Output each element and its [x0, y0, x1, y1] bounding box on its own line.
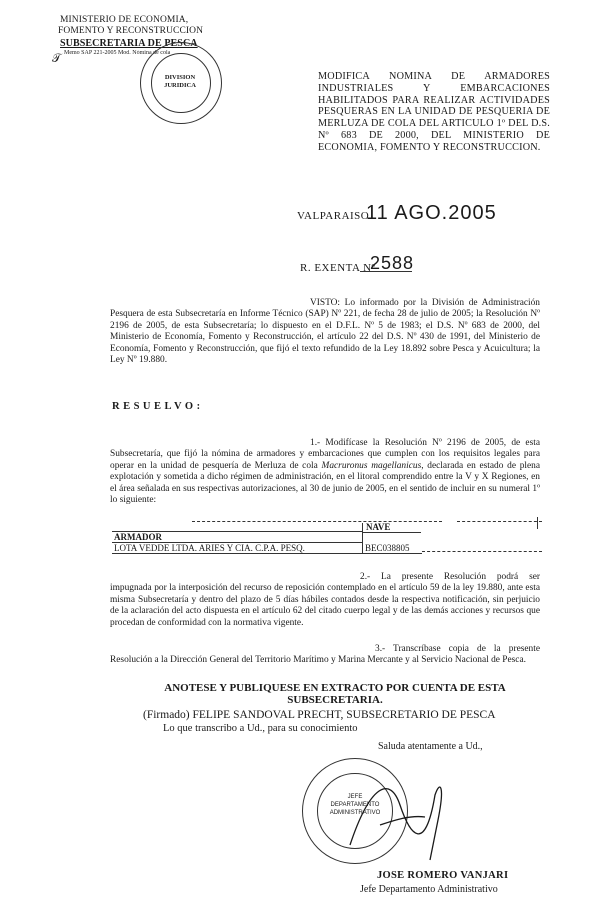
species-name: Macruronus magellanicus	[321, 460, 422, 471]
closing-line1: ANOTESE Y PUBLIQUESE EN EXTRACTO POR CUENTA DE ESTA SUBSECRETARIA.	[164, 682, 506, 706]
point3-paragraph: 3.- Transcríbase copia de la presente Resolución a la Dirección General del Territorio Marítimo y Marina Mercante y al Servicio Nacional de Pesca.	[110, 644, 540, 666]
visto-text: Lo informado por la División de Administración Pesquera de esta Subsecretaría en Informe Técnico (SAP) Nº 221, de fecha 28 de julio de 2005; la Resolución Nº 2196 de 2005, de esta Subsecretaría; lo dispuesto en el D.F.L. Nº 5 de 1983; el D.S. Nº 683 de 2000, del Ministerio de Economía, Fomento y Reconstrucción, el artículo 22 del D.S. Nº 430 de 1991, del Ministerio de Economía, Fomento y Reconstrucción, que fijó el texto refundido de la Ley 18.892 sobre Pesca y Acuicultura; la Ley Nº 19.880.	[110, 298, 540, 366]
table-header-armador: ARMADOR	[114, 532, 162, 542]
ministry-line1: MINISTERIO DE ECONOMIA,	[60, 15, 189, 25]
seal-line1: JEFE	[347, 794, 363, 800]
point1-paragraph	[110, 438, 540, 506]
signer-title: Jefe Departamento Administrativo	[360, 884, 498, 895]
table-cell-nave: BEC038805	[365, 543, 410, 553]
place-label: VALPARAISO	[297, 210, 370, 222]
subsecretaria-label: SUBSECRETARIA DE PESCA	[60, 38, 198, 49]
table-header-nave: NAVE	[362, 522, 421, 533]
visto-label: VISTO:	[310, 298, 341, 308]
point1-text-before: 1.- Modifícase la Resolución Nº 2196 de 2005, de esta Subsecretaría, que fijó la nómina de armadores y embarcaciones que cumplen con los requisitos legales para operar en la unidad de pesquería de Merluza de cola	[110, 438, 540, 471]
ministry-line2: FOMENTO Y RECONSTRUCCION	[58, 26, 204, 36]
resolution-label: R. EXENTA Nº	[300, 262, 376, 274]
subject-text: MODIFICA NOMINA DE ARMADORES INDUSTRIALES Y EMBARCACIONES HABILITADOS PARA REALIZAR ACTIVIDADES PESQUERAS EN LA UNIDAD DE PESQUERIA DE MERLUZA DE COLA DEL ARTICULO 1º DEL D.S. Nº 683 DE 2000, DEL MINISTERIO DE ECONOMIA, FOMENTO Y RECONSTRUCCION.	[318, 71, 550, 153]
margin-mark: 𝒯	[52, 51, 62, 65]
reference-note: Memo SAP 221-2005 Mod. Nómina de cola	[64, 50, 171, 56]
seal-line3: ADMINISTRATIVO	[329, 810, 381, 816]
handwritten-signature	[340, 765, 460, 865]
resolution-number: 2588	[370, 253, 415, 273]
vessel-table	[112, 521, 542, 551]
closing-line3: Lo que transcribo a Ud., para su conocimiento	[163, 723, 358, 734]
salutation: Saluda atentamente a Ud.,	[378, 741, 483, 752]
point2-paragraph: 2.- La presente Resolución podrá ser impugnada por la interposición del recurso de reposición contemplado en el artículo 59 de la ley 19.880, ante esta misma Subsecretaría y dentro del plazo de 5 días hábiles contados desde la respectiva notificación, sin perjuicio de la aclaración del acto dispuesta en el artículo 62 del citado cuerpo legal y de las demás acciones y recursos que procedan de conformidad con la normativa vigente.	[110, 572, 540, 628]
division-juridica-stamp	[140, 42, 222, 124]
stamp-center-text: DIVISION JURIDICA	[164, 74, 196, 89]
signer-name: JOSE ROMERO VANJARI	[377, 870, 509, 881]
date-stamp: 11 AGO.2005	[366, 202, 497, 224]
resuelvo-heading: RESUELVO:	[112, 401, 204, 412]
table-cell-armador: LOTA VEDDE LTDA. ARIES Y CIA. C.P.A. PESQ.	[114, 543, 305, 553]
visto-paragraph	[110, 298, 540, 366]
point1-text-after: , declarada en estado de plena explotación y sometida a dicho régimen de administración, en el litoral comprendido entre la V y X Regiones, en el área señalada en sus respectivas autorizaciones, al 30 de junio de 2005, en el sentido de incluir en su numeral 1º lo siguiente:	[110, 460, 540, 506]
closing-line2: (Firmado) FELIPE SANDOVAL PRECHT, SUBSECRETARIO DE PESCA	[143, 709, 496, 721]
seal-line2: DEPARTAMENTO	[330, 802, 380, 808]
resolution-underline	[360, 271, 412, 272]
